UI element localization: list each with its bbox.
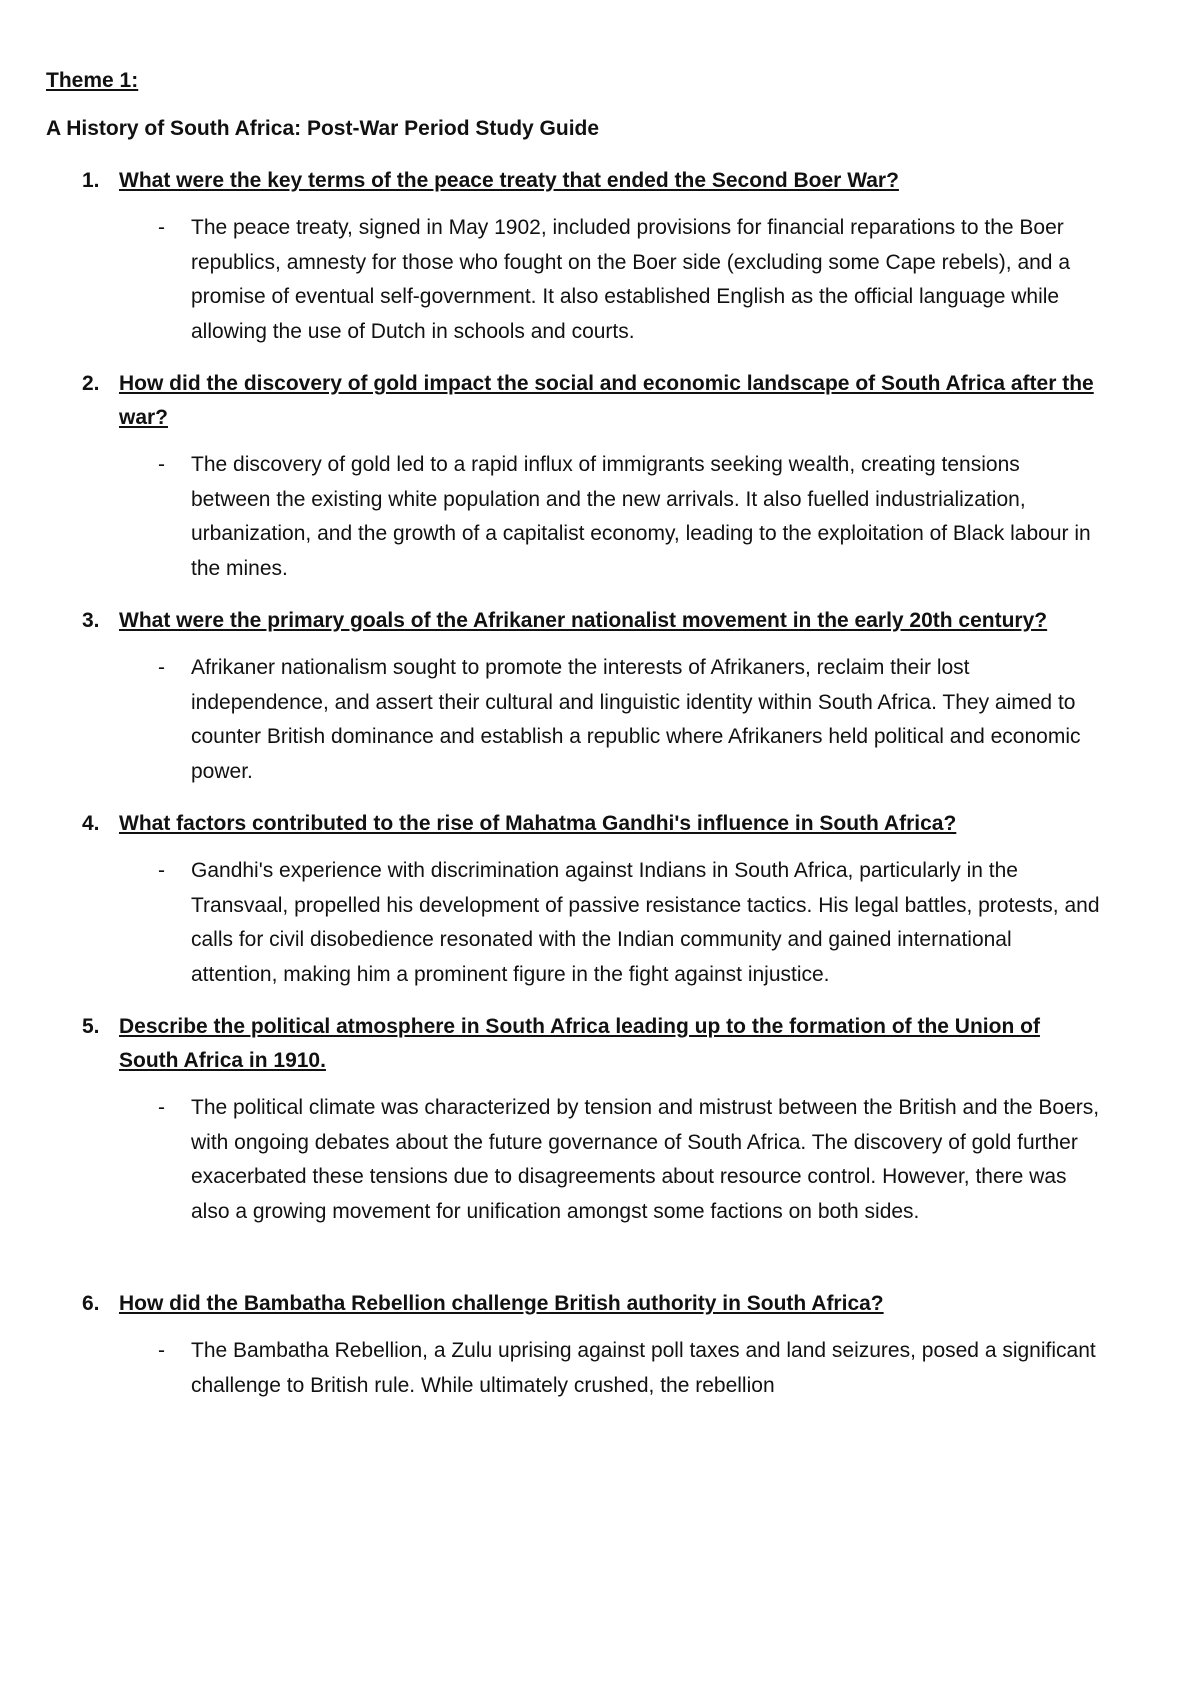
- question: [46, 1010, 1100, 1078]
- answer-text: The political climate was characterized by tension and mistrust between the British and the Boers, with ongoing debates about the future governance of South Africa. The discovery of gold further exacerbated these tensions due to disagreements about resource control. However, there was also a growing movement for unification amongst some factions on both sides.: [191, 1096, 1100, 1223]
- question: [46, 164, 1100, 198]
- answer: [46, 448, 1100, 586]
- bullet-dash: -: [158, 859, 165, 882]
- question-block-2: [46, 367, 1100, 586]
- question-number: 4.: [82, 812, 100, 835]
- question-block-4: [46, 807, 1100, 992]
- theme-heading: Theme 1:: [46, 69, 139, 92]
- answer-text: Afrikaner nationalism sought to promote the interests of Afrikaners, reclaim their lost independence, and assert their cultural and linguistic identity within South Africa. They aimed to counter British dominance and establish a republic where Afrikaners held political and economic power.: [191, 656, 1081, 783]
- question-text: What were the primary goals of the Afrikaner nationalist movement in the early 20th century?: [119, 609, 1048, 632]
- bullet-dash: -: [158, 216, 165, 239]
- bullet-dash: -: [158, 453, 165, 476]
- question-text: How did the Bambatha Rebellion challenge British authority in South Africa?: [119, 1292, 884, 1315]
- question-number: 1.: [82, 169, 100, 192]
- answer: [46, 854, 1100, 992]
- answer: [46, 1334, 1100, 1403]
- question-block-5: [46, 1010, 1100, 1229]
- question-block-1: [46, 164, 1100, 349]
- question-number: 2.: [82, 372, 100, 395]
- question-text: What were the key terms of the peace treaty that ended the Second Boer War?: [119, 169, 899, 192]
- bullet-dash: -: [158, 656, 165, 679]
- question-text: What factors contributed to the rise of Mahatma Gandhi's influence in South Africa?: [119, 812, 957, 835]
- question-number: 5.: [82, 1015, 100, 1038]
- question: [46, 807, 1100, 841]
- document-title: A History of South Africa: Post-War Period Study Guide: [46, 117, 600, 140]
- question-text: How did the discovery of gold impact the social and economic landscape of South Africa after the war?: [119, 372, 1094, 429]
- answer-text: The peace treaty, signed in May 1902, included provisions for financial reparations to the Boer republics, amnesty for those who fought on the Boer side (excluding some Cape rebels), and a promise of eventual self-government. It also established English as the official language while allowing the use of Dutch in schools and courts.: [191, 216, 1070, 343]
- answer: [46, 1091, 1100, 1229]
- question-block-3: [46, 604, 1100, 789]
- answer: [46, 651, 1100, 789]
- answer: [46, 211, 1100, 349]
- bullet-dash: -: [158, 1339, 165, 1362]
- question: [46, 1287, 1100, 1321]
- question-number: 3.: [82, 609, 100, 632]
- question: [46, 367, 1100, 435]
- answer-text: The discovery of gold led to a rapid influx of immigrants seeking wealth, creating tensions between the existing white population and the new arrivals. It also fuelled industrialization, urbanization, and the growth of a capitalist economy, leading to the exploitation of Black labour in the mines.: [191, 453, 1091, 580]
- answer-text: Gandhi's experience with discrimination against Indians in South Africa, particularly in the Transvaal, propelled his development of passive resistance tactics. His legal battles, protests, and calls for civil disobedience resonated with the Indian community and gained international attention, making him a prominent figure in the fight against injustice.: [191, 859, 1100, 986]
- bullet-dash: -: [158, 1096, 165, 1119]
- question: [46, 604, 1100, 638]
- question-block-6: [46, 1287, 1100, 1403]
- answer-text: The Bambatha Rebellion, a Zulu uprising against poll taxes and land seizures, posed a significant challenge to British rule. While ultimately crushed, the rebellion: [191, 1339, 1096, 1397]
- question-number: 6.: [82, 1292, 100, 1315]
- question-text: Describe the political atmosphere in South Africa leading up to the formation of the Union of South Africa in 1910.: [119, 1015, 1040, 1072]
